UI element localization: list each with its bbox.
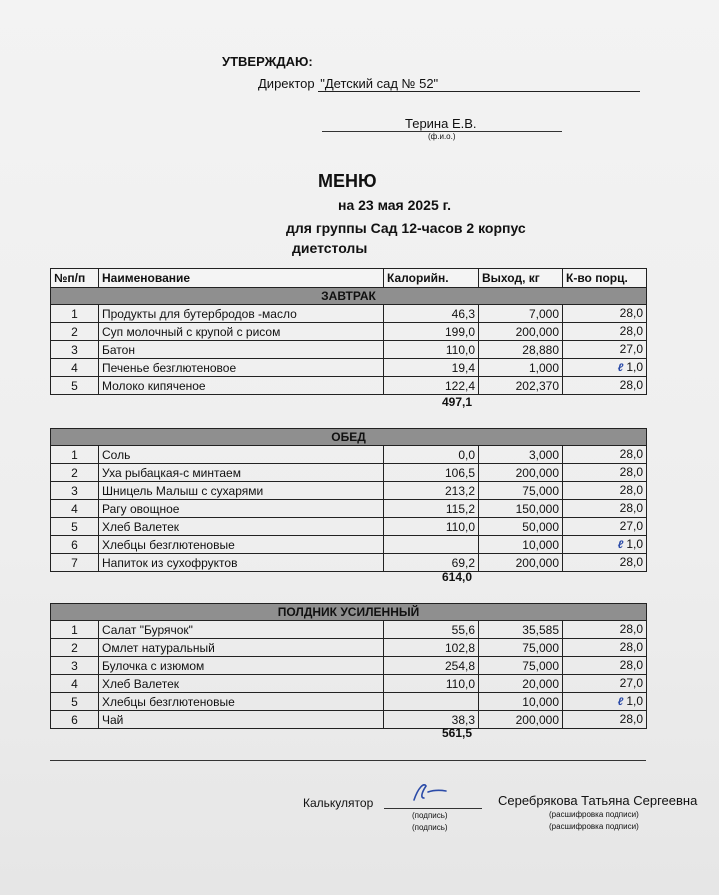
row-number: 2 (51, 639, 99, 657)
menu-group: для группы Сад 12-часов 2 корпус (286, 220, 526, 236)
lunch-table (50, 428, 647, 572)
section-title: ЗАВТРАК (51, 288, 647, 305)
portions-value: 28,0 (619, 658, 643, 672)
decode-caption: (расшифровка подписи) (549, 810, 639, 819)
table-header-row (51, 269, 647, 288)
row-number: 2 (51, 323, 99, 341)
dish-output: 150,000 (479, 500, 563, 518)
portions-value: 27,0 (619, 519, 643, 533)
dish-name: Суп молочный с крупой с рисом (99, 323, 384, 341)
row-number: 2 (51, 464, 99, 482)
dish-name: Хлебцы безглютеновые (99, 693, 384, 711)
table-row (51, 500, 647, 518)
dish-output: 7,000 (479, 305, 563, 323)
portions-value: 28,0 (619, 640, 643, 654)
portions-value: 28,0 (619, 622, 643, 636)
dish-portions (563, 482, 647, 500)
dish-calories: 110,0 (384, 341, 479, 359)
dish-output: 75,000 (479, 482, 563, 500)
row-number: 5 (51, 693, 99, 711)
table-row (51, 675, 647, 693)
portions-value: 28,0 (619, 447, 643, 461)
row-number: 3 (51, 341, 99, 359)
dish-output: 50,000 (479, 518, 563, 536)
dish-calories (384, 536, 479, 554)
col-header-output: Выход, кг (479, 269, 563, 288)
dish-output: 75,000 (479, 639, 563, 657)
dish-output: 10,000 (479, 536, 563, 554)
breakfast-table (50, 268, 647, 395)
dish-output: 200,000 (479, 711, 563, 729)
dish-name: Уха рыбацкая-с минтаем (99, 464, 384, 482)
row-number: 4 (51, 675, 99, 693)
organization-name: "Детский сад № 52" (318, 76, 640, 92)
dish-name: Соль (99, 446, 384, 464)
sign-caption-2: (подпись) (412, 823, 448, 832)
dish-calories: 106,5 (384, 464, 479, 482)
decode-caption-2: (расшифровка подписи) (549, 822, 639, 831)
portions-value: 1,0 (626, 537, 643, 551)
sign-caption: (подпись) (412, 811, 448, 820)
dish-calories: 102,8 (384, 639, 479, 657)
dish-name: Рагу овощное (99, 500, 384, 518)
table-row (51, 359, 647, 377)
dish-name: Батон (99, 341, 384, 359)
row-number: 3 (51, 482, 99, 500)
table-row (51, 446, 647, 464)
dish-portions (563, 536, 647, 554)
dish-portions (563, 305, 647, 323)
portions-value: 27,0 (619, 342, 643, 356)
col-header-number: №п/п (51, 269, 99, 288)
row-number: 4 (51, 359, 99, 377)
col-header-portions: К-во порц. (563, 269, 647, 288)
menu-date: на 23 мая 2025 г. (338, 197, 451, 213)
dish-name: Напиток из сухофруктов (99, 554, 384, 572)
dish-portions (563, 359, 647, 377)
dish-calories: 254,8 (384, 657, 479, 675)
dish-output: 200,000 (479, 554, 563, 572)
portions-value: 1,0 (626, 694, 643, 708)
snack-total: 561,5 (442, 726, 473, 740)
dish-name: Продукты для бутербродов -масло (99, 305, 384, 323)
dish-calories: 38,3 (384, 711, 479, 729)
dish-calories: 19,4 (384, 359, 479, 377)
table-row (51, 639, 647, 657)
dish-portions (563, 693, 647, 711)
dish-portions (563, 621, 647, 639)
table-row (51, 464, 647, 482)
snack-table (50, 603, 647, 729)
fio-caption: (ф.и.о.) (428, 132, 456, 141)
dish-name: Чай (99, 711, 384, 729)
dish-portions (563, 657, 647, 675)
table-row (51, 536, 647, 554)
dish-calories: 199,0 (384, 323, 479, 341)
breakfast-total: 497,1 (442, 395, 473, 409)
dish-name: Хлебцы безглютеновые (99, 536, 384, 554)
table-row (51, 711, 647, 729)
dish-calories: 110,0 (384, 675, 479, 693)
table-row (51, 554, 647, 572)
lunch-total: 614,0 (442, 570, 473, 584)
director-line (258, 76, 640, 92)
dish-portions (563, 639, 647, 657)
dish-portions (563, 554, 647, 572)
handwritten-mark-icon: ℓ (617, 696, 624, 708)
dish-portions (563, 711, 647, 729)
bottom-divider (50, 760, 646, 761)
table-row (51, 377, 647, 395)
dish-output: 75,000 (479, 657, 563, 675)
dish-portions (563, 377, 647, 395)
dish-output: 10,000 (479, 693, 563, 711)
row-number: 5 (51, 377, 99, 395)
row-number: 5 (51, 518, 99, 536)
dish-output: 1,000 (479, 359, 563, 377)
portions-value: 28,0 (619, 465, 643, 479)
row-number: 6 (51, 711, 99, 729)
dish-output: 200,000 (479, 464, 563, 482)
portions-value: 28,0 (619, 483, 643, 497)
dish-name: Печенье безглютеновое (99, 359, 384, 377)
dish-portions (563, 464, 647, 482)
section-title: ПОЛДНИК УСИЛЕННЫЙ (51, 604, 647, 621)
approve-heading: УТВЕРЖДАЮ: (222, 54, 313, 69)
table-row (51, 657, 647, 675)
dish-portions (563, 500, 647, 518)
row-number: 1 (51, 305, 99, 323)
dish-portions (563, 323, 647, 341)
dish-portions (563, 675, 647, 693)
col-header-calories: Калорийн. (384, 269, 479, 288)
col-header-name: Наименование (99, 269, 384, 288)
dish-output: 35,585 (479, 621, 563, 639)
dish-output: 202,370 (479, 377, 563, 395)
dish-portions (563, 518, 647, 536)
table-row (51, 482, 647, 500)
portions-value: 28,0 (619, 306, 643, 320)
dish-output: 200,000 (479, 323, 563, 341)
table-row (51, 693, 647, 711)
dish-calories: 0,0 (384, 446, 479, 464)
row-number: 1 (51, 621, 99, 639)
dish-output: 3,000 (479, 446, 563, 464)
dish-calories: 115,2 (384, 500, 479, 518)
dish-calories: 46,3 (384, 305, 479, 323)
portions-value: 28,0 (619, 378, 643, 392)
calculator-signature-line (384, 808, 482, 809)
portions-value: 28,0 (619, 712, 643, 726)
handwritten-mark-icon: ℓ (617, 362, 624, 374)
dish-calories: 69,2 (384, 554, 479, 572)
row-number: 4 (51, 500, 99, 518)
dish-portions (563, 446, 647, 464)
handwritten-mark-icon: ℓ (617, 539, 624, 551)
table-row (51, 518, 647, 536)
dish-output: 20,000 (479, 675, 563, 693)
dish-name: Хлеб Валетек (99, 518, 384, 536)
dish-name: Шницель Малыш с сухарями (99, 482, 384, 500)
dish-name: Булочка с изюмом (99, 657, 384, 675)
dish-name: Хлеб Валетек (99, 675, 384, 693)
approver-name: Терина Е.В. (405, 116, 477, 131)
dish-name: Омлет натуральный (99, 639, 384, 657)
section-title: ОБЕД (51, 429, 647, 446)
row-number: 1 (51, 446, 99, 464)
dish-portions (563, 341, 647, 359)
dish-output: 28,880 (479, 341, 563, 359)
table-row (51, 341, 647, 359)
dish-name: Молоко кипяченое (99, 377, 384, 395)
portions-value: 1,0 (626, 360, 643, 374)
table-row (51, 323, 647, 341)
director-label: Директор (258, 76, 315, 91)
dish-calories: 110,0 (384, 518, 479, 536)
portions-value: 28,0 (619, 555, 643, 569)
dish-name: Салат "Бурячок" (99, 621, 384, 639)
calculator-name: Серебрякова Татьяна Сергеевна (498, 793, 698, 808)
menu-title: МЕНЮ (318, 171, 377, 191)
dish-calories (384, 693, 479, 711)
calculator-label: Калькулятор (303, 796, 374, 810)
table-row (51, 305, 647, 323)
menu-diet: диетстолы (292, 240, 368, 256)
portions-value: 27,0 (619, 676, 643, 690)
row-number: 3 (51, 657, 99, 675)
dish-calories: 122,4 (384, 377, 479, 395)
portions-value: 28,0 (619, 501, 643, 515)
row-number: 6 (51, 536, 99, 554)
dish-calories: 213,2 (384, 482, 479, 500)
row-number: 7 (51, 554, 99, 572)
dish-calories: 55,6 (384, 621, 479, 639)
portions-value: 28,0 (619, 324, 643, 338)
table-row (51, 621, 647, 639)
handwritten-signature-icon (410, 778, 450, 806)
